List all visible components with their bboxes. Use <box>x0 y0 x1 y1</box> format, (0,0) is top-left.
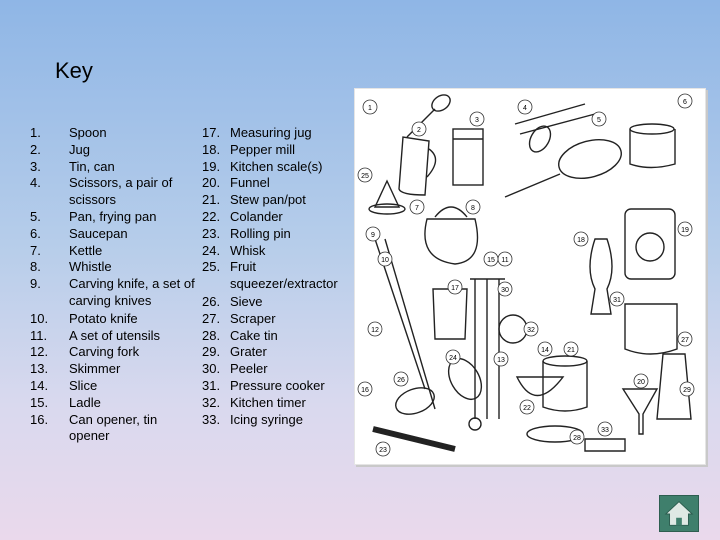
item-number: 32. <box>202 394 221 410</box>
list-item <box>30 395 195 412</box>
item-number: 2. <box>30 141 41 157</box>
item-label: Measuring jug <box>230 125 312 140</box>
item-number: 16. <box>30 411 49 427</box>
item-label: Spoon <box>69 125 107 140</box>
list-item <box>202 175 352 192</box>
slide-title: Key <box>55 58 93 83</box>
tin-icon <box>453 129 483 185</box>
item-number: 12. <box>30 344 49 360</box>
callout-number: 31 <box>613 297 621 304</box>
item-number: 10. <box>30 310 49 326</box>
item-label: Rolling pin <box>230 225 291 241</box>
item-number: 27. <box>202 310 221 326</box>
callout-number: 32 <box>527 327 535 334</box>
callout-number: 33 <box>601 427 609 434</box>
callout-number: 18 <box>577 237 585 244</box>
saucepan-icon <box>630 129 675 168</box>
icing-syringe-icon <box>585 439 625 451</box>
item-label: Funnel <box>230 175 270 191</box>
item-label: Kettle <box>69 242 103 258</box>
kitchen-utensils-illustration <box>354 88 706 465</box>
list-item <box>30 175 195 209</box>
item-label: Whistle <box>69 259 112 275</box>
fruit-squeezer-icon <box>369 204 405 214</box>
item-number: 15. <box>30 394 49 410</box>
home-icon <box>660 496 698 531</box>
list-item <box>202 344 352 361</box>
list-item <box>202 192 352 209</box>
item-label: Skimmer <box>69 361 121 377</box>
list-item <box>30 209 195 226</box>
kettle-icon <box>435 207 467 217</box>
fruit-squeezer-icon <box>375 181 399 207</box>
item-number: 31. <box>202 377 221 393</box>
item-label: Whisk <box>230 242 266 258</box>
callout-number: 16 <box>361 387 369 394</box>
item-number: 5. <box>30 208 41 224</box>
home-button[interactable] <box>659 495 699 532</box>
item-label: Sieve <box>230 293 263 309</box>
callout-number: 26 <box>397 377 405 384</box>
item-number: 8. <box>30 259 41 275</box>
item-number: 25. <box>202 259 221 275</box>
item-number: 22. <box>202 208 221 224</box>
callout-number: 9 <box>371 232 375 239</box>
pressure-cooker-icon <box>625 304 677 354</box>
item-number: 13. <box>30 361 49 377</box>
list-item <box>202 243 352 260</box>
item-label: Kitchen timer <box>230 394 306 410</box>
key-list-right <box>202 125 352 428</box>
list-item <box>30 328 195 345</box>
sieve-icon <box>392 383 438 419</box>
callout-number: 21 <box>567 347 575 354</box>
item-number: 33. <box>202 411 221 427</box>
callout-number: 7 <box>415 205 419 212</box>
scissors-icon <box>525 122 555 155</box>
list-item <box>202 142 352 159</box>
list-item <box>30 243 195 260</box>
callout-number: 19 <box>681 227 689 234</box>
colander-icon <box>517 377 563 396</box>
item-label: Slice <box>69 377 98 393</box>
list-item <box>202 294 352 311</box>
item-number: 17. <box>202 125 221 140</box>
list-item <box>202 226 352 243</box>
saucepan-icon <box>630 124 674 134</box>
kettle-icon <box>425 219 478 264</box>
callout-number: 30 <box>501 287 509 294</box>
callout-number: 29 <box>683 387 691 394</box>
frying-pan-icon <box>505 174 560 197</box>
item-number: 28. <box>202 327 221 343</box>
measuring-jug-icon <box>433 289 467 339</box>
item-number: 29. <box>202 344 221 360</box>
list-item <box>30 344 195 361</box>
stew-pot-icon <box>543 361 587 411</box>
item-number: 24. <box>202 242 221 258</box>
callout-number: 3 <box>475 117 479 124</box>
jug-icon <box>399 137 429 195</box>
item-number: 18. <box>202 141 221 157</box>
pepper-mill-icon <box>590 239 612 314</box>
item-label: Icing syringe <box>230 411 303 427</box>
callout-number: 13 <box>497 357 505 364</box>
item-number: 1. <box>30 125 41 140</box>
item-number: 4. <box>30 175 41 191</box>
callout-number: 4 <box>523 105 527 112</box>
funnel-icon <box>623 389 657 434</box>
callout-number: 20 <box>637 379 645 386</box>
callout-number: 2 <box>417 127 421 134</box>
item-number: 23. <box>202 225 221 241</box>
item-label: Peeler <box>230 361 268 377</box>
list-item <box>202 209 352 226</box>
list-item <box>30 159 195 176</box>
list-item <box>30 276 195 310</box>
callout-number: 27 <box>681 337 689 344</box>
list-item <box>202 412 352 429</box>
list-item <box>202 361 352 378</box>
callout-number: 6 <box>683 99 687 106</box>
callout-number: 10 <box>381 257 389 264</box>
item-number: 14. <box>30 377 49 393</box>
item-label: Kitchen scale(s) <box>230 158 323 174</box>
callout-number: 5 <box>597 117 601 124</box>
item-number: 11. <box>30 327 48 343</box>
callout-number: 12 <box>371 327 379 334</box>
picture-callouts <box>358 94 694 456</box>
callout-number: 14 <box>541 347 549 354</box>
list-item <box>202 395 352 412</box>
item-label: Cake tin <box>230 327 278 343</box>
list-item <box>202 159 352 176</box>
callout-number: 28 <box>573 435 581 442</box>
item-label: Carving knife, a set of carving knives <box>69 276 195 308</box>
item-label: Ladle <box>69 394 101 410</box>
item-number: 21. <box>202 192 221 208</box>
list-item <box>202 125 352 142</box>
list-item <box>30 125 195 142</box>
item-label: Potato knife <box>69 310 138 326</box>
callout-number: 22 <box>523 405 531 412</box>
item-number: 6. <box>30 225 41 241</box>
item-label: Tin, can <box>69 158 115 174</box>
item-number: 3. <box>30 158 41 174</box>
list-item <box>30 412 195 446</box>
key-list-left <box>30 125 195 445</box>
list-item <box>202 328 352 345</box>
skimmer-icon <box>469 418 481 430</box>
item-label: Scissors, a pair of scissors <box>69 175 173 208</box>
item-number: 26. <box>202 293 221 309</box>
item-label: Grater <box>230 344 267 360</box>
callout-number: 8 <box>471 205 475 212</box>
kitchen-timer-icon <box>499 315 527 343</box>
callout-number: 11 <box>501 257 509 264</box>
utensils-drawing <box>355 89 705 464</box>
item-label: Can opener, tin opener <box>69 411 158 444</box>
callout-number: 25 <box>361 173 369 180</box>
item-label: Pepper mill <box>230 141 296 157</box>
item-label: Jug <box>69 141 90 157</box>
item-number: 30. <box>202 361 221 377</box>
item-number: 20. <box>202 175 221 191</box>
item-number: 19. <box>202 158 221 174</box>
list-item <box>30 142 195 159</box>
list-item <box>30 311 195 328</box>
list-item <box>30 378 195 395</box>
list-item <box>30 226 195 243</box>
kitchen-scale-icon <box>625 209 675 279</box>
item-label: Colander <box>230 208 283 224</box>
item-label: Saucepan <box>69 225 128 241</box>
frying-pan-icon <box>554 133 625 184</box>
list-item <box>202 311 352 328</box>
callout-number: 15 <box>487 257 495 264</box>
list-item <box>202 259 352 293</box>
callout-number: 17 <box>451 285 459 292</box>
item-label: Pressure cooker <box>230 377 325 393</box>
stew-pot-icon <box>543 356 587 366</box>
item-number: 9. <box>30 276 41 292</box>
kitchen-scale-icon <box>636 233 664 261</box>
list-item <box>30 361 195 378</box>
item-label: Stew pan/pot <box>230 192 306 208</box>
callout-number: 23 <box>379 447 387 454</box>
item-label: Fruit squeezer/extractor <box>230 259 338 292</box>
item-label: Carving fork <box>69 344 140 360</box>
callout-number: 24 <box>449 355 457 362</box>
list-item <box>202 378 352 395</box>
item-label: Pan, frying pan <box>69 208 157 224</box>
item-number: 7. <box>30 242 41 258</box>
callout-number: 1 <box>368 105 372 112</box>
list-item <box>30 259 195 276</box>
knife-icon <box>385 239 435 409</box>
utensil-sketches <box>369 92 691 451</box>
item-label: Scraper <box>230 310 276 326</box>
item-label: A set of utensils <box>69 327 161 343</box>
